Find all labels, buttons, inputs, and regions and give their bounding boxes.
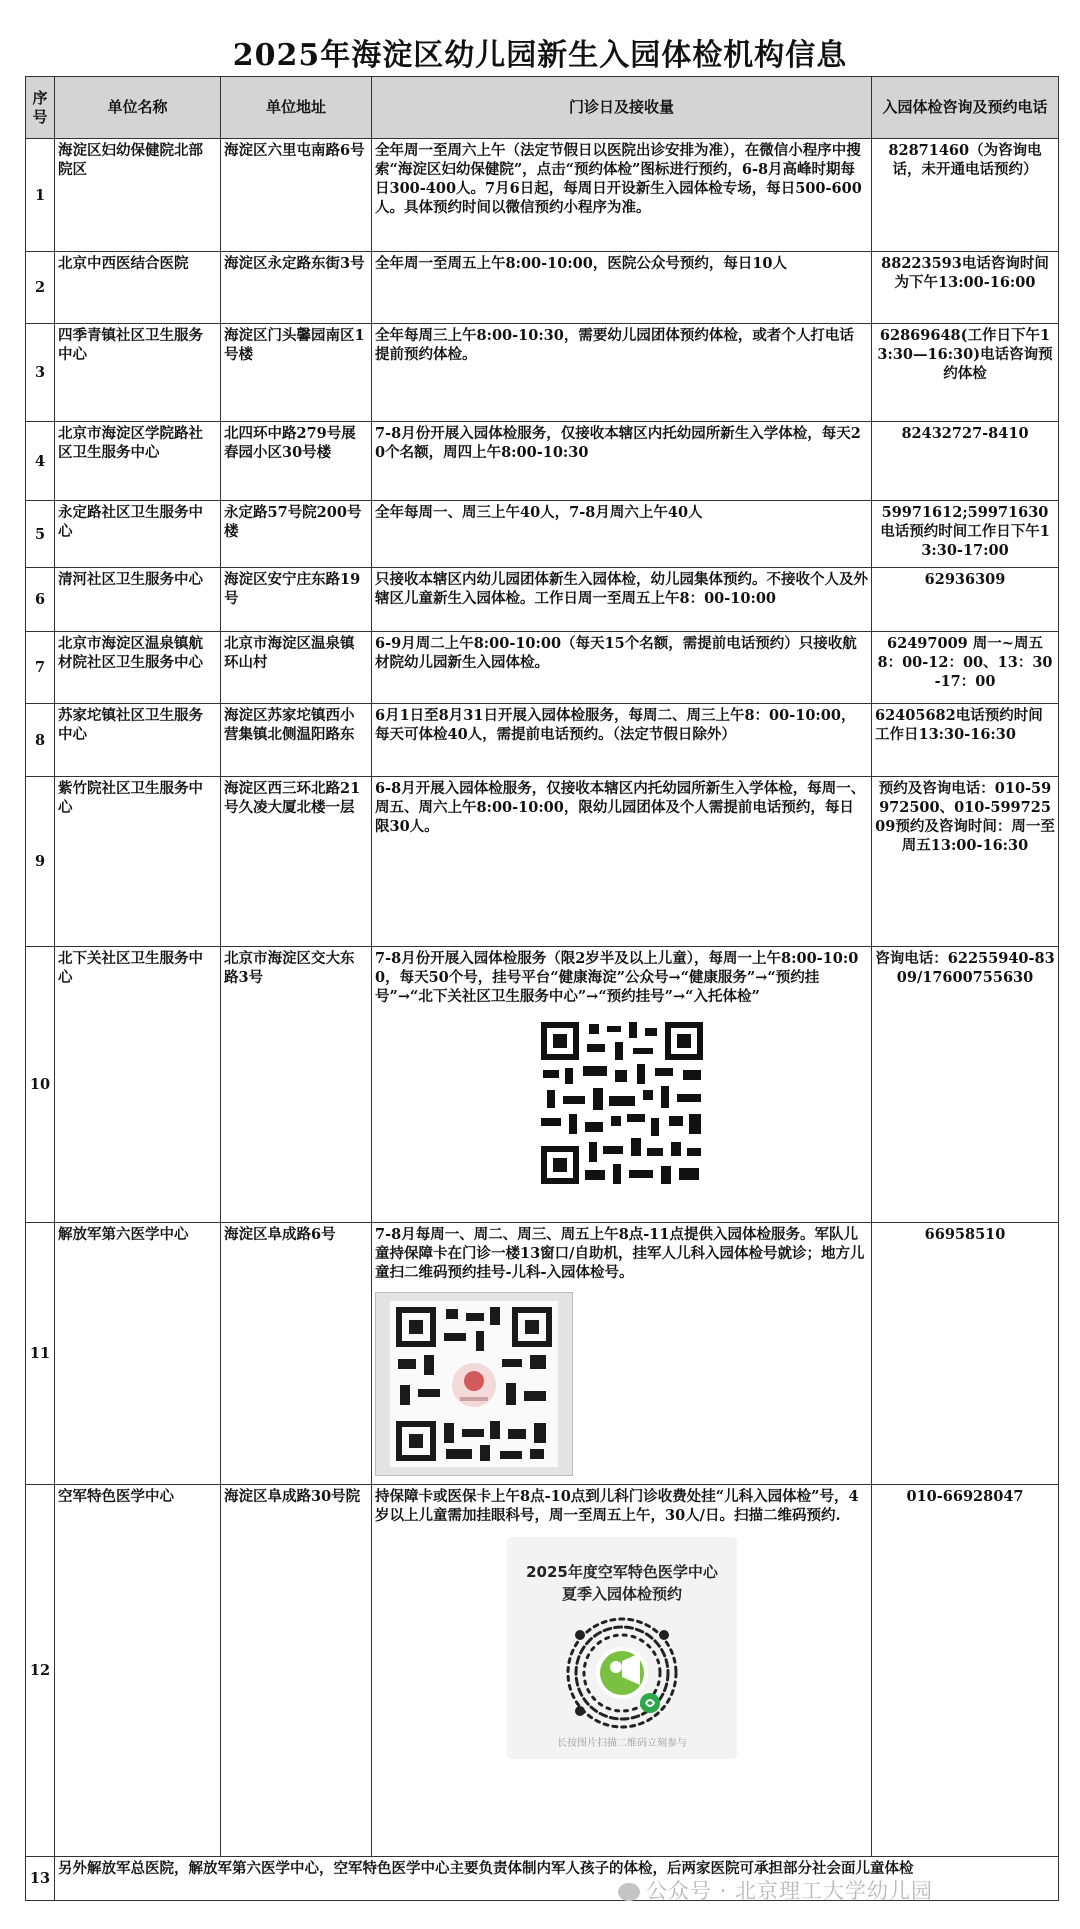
row-name: 北下关社区卫生服务中心 xyxy=(55,947,221,1223)
row-hours: 全年周一至周五上午8:00-10:00，医院公众号预约，每日10人 xyxy=(372,252,872,324)
header-address: 单位地址 xyxy=(221,77,372,139)
table-row xyxy=(26,1485,1059,1857)
row-phone: 预约及咨询电话：010-59972500、010-59972509预约及咨询时间：周一至周五13:00-16:30 xyxy=(872,777,1059,947)
row-name: 紫竹院社区卫生服务中心 xyxy=(55,777,221,947)
row-address: 海淀区苏家坨镇西小营集镇北侧温阳路东 xyxy=(221,704,372,777)
row-phone: 62869648(工作日下午13:30—16:30)电话咨询预约体检 xyxy=(872,324,1059,422)
row-hours: 全年每周一、周三上午40人，7-8月周六上午40人 xyxy=(372,501,872,568)
row-address: 海淀区西三环北路21号久凌大厦北楼一层 xyxy=(221,777,372,947)
row-name: 空军特色医学中心 xyxy=(55,1485,221,1857)
row-num: 4 xyxy=(26,422,55,501)
row-num: 6 xyxy=(26,568,55,632)
row-phone: 88223593电话咨询时间为下午13:00-16:00 xyxy=(872,252,1059,324)
row-phone: 62936309 xyxy=(872,568,1059,632)
qr-card-title-line2: 夏季入园体检预约 xyxy=(561,1585,682,1603)
row-hours-cell xyxy=(372,1223,872,1485)
table-row xyxy=(26,947,1059,1223)
row-hours: 6-9月周二上午8:00-10:00（每天15个名额，需提前电话预约）只接收航材院幼儿园新生入园体检。 xyxy=(372,632,872,704)
row-num: 3 xyxy=(26,324,55,422)
row-address: 海淀区门头馨园南区1号楼 xyxy=(221,324,372,422)
row-hours: 只接收本辖区内幼儿园团体新生入园体检，幼儿园集体预约。不接收个人及外辖区儿童新生入园体检。工作日周一至周五上午8：00-10:00 xyxy=(372,568,872,632)
row-phone: 咨询电话：62255940-8309/17600755630 xyxy=(872,947,1059,1223)
row-num: 1 xyxy=(26,139,55,252)
page-title: 2025年海淀区幼儿园新生入园体检机构信息 xyxy=(232,38,848,73)
row-phone: 82871460（为咨询电话，未开通电话预约） xyxy=(872,139,1059,252)
row-num: 12 xyxy=(26,1485,55,1857)
table-row xyxy=(26,501,1059,568)
table-row xyxy=(26,252,1059,324)
row-hours: 7-8月份开展入园体检服务（限2岁半及以上儿童），每周一上午8:00-10:00，每天50个号，挂号平台“健康海淀”公众号→“健康服务”→“预约挂号”→“北下关社区卫生服务中心”→“预约挂号”→“入托体检” xyxy=(375,950,859,1005)
row-name: 清河社区卫生服务中心 xyxy=(55,568,221,632)
mini-program-qr-card xyxy=(507,1537,737,1759)
row-hours: 7-8月份开展入园体检服务，仅接收本辖区内托幼园所新生入学体检，每天20个名额，周四上午8:00-10:30 xyxy=(372,422,872,501)
table-row xyxy=(26,139,1059,252)
row-name: 海淀区妇幼保健院北部院区 xyxy=(55,139,221,252)
table-header-row xyxy=(26,77,1059,139)
row-num: 10 xyxy=(26,947,55,1223)
table-row xyxy=(26,704,1059,777)
institution-table xyxy=(25,76,1059,1901)
row-phone: 66958510 xyxy=(872,1223,1059,1485)
row-note: 另外解放军总医院，解放军第六医学中心，空军特色医学中心主要负责体制内军人孩子的体检，后两家医院可承担部分社会面儿童体检 xyxy=(55,1857,1059,1901)
table-row xyxy=(26,568,1059,632)
row-address: 海淀区安宁庄东路19号 xyxy=(221,568,372,632)
row-name: 苏家坨镇社区卫生服务中心 xyxy=(55,704,221,777)
qr-card-title-line1: 2025年度空军特色医学中心 xyxy=(526,1563,718,1581)
row-phone: 82432727-8410 xyxy=(872,422,1059,501)
row-name: 北京市海淀区温泉镇航材院社区卫生服务中心 xyxy=(55,632,221,704)
row-address: 北四环中路279号展春园小区30号楼 xyxy=(221,422,372,501)
table-row xyxy=(26,1223,1059,1485)
row-hours: 7-8月每周一、周二、周三、周五上午8点-11点提供入园体检服务。军队儿童持保障卡在门诊一楼13窗口/自助机，挂军人儿科入园体检号就诊；地方儿童扫二维码预约挂号-儿科-入园体检号。 xyxy=(375,1226,865,1281)
row-address: 永定路57号院200号楼 xyxy=(221,501,372,568)
header-hours: 门诊日及接收量 xyxy=(372,77,872,139)
row-num: 11 xyxy=(26,1223,55,1485)
row-phone: 59971612;59971630电话预约时间工作日下午13:30-17:00 xyxy=(872,501,1059,568)
table-row xyxy=(26,422,1059,501)
row-name: 北京中西医结合医院 xyxy=(55,252,221,324)
table-row xyxy=(26,777,1059,947)
qr-card-footer: 长按图片扫描二维码立刻参与 xyxy=(557,1738,687,1749)
row-num: 13 xyxy=(26,1857,55,1901)
row-phone: 62497009 周一~周五8：00-12：00、13：30-17：00 xyxy=(872,632,1059,704)
row-phone: 62405682电话预约时间工作日13:30-16:30 xyxy=(872,704,1059,777)
row-phone: 010-66928047 xyxy=(872,1485,1059,1857)
watermark-text: 公众号 · 北京理工大学幼儿园 xyxy=(646,1879,934,1903)
row-address: 海淀区阜成路6号 xyxy=(221,1223,372,1485)
row-name: 北京市海淀区学院路社区卫生服务中心 xyxy=(55,422,221,501)
row-name: 永定路社区卫生服务中心 xyxy=(55,501,221,568)
qr-code-photo xyxy=(375,1292,573,1476)
row-name: 四季青镇社区卫生服务中心 xyxy=(55,324,221,422)
row-address: 海淀区六里屯南路6号 xyxy=(221,139,372,252)
qr-code-icon xyxy=(376,1293,572,1475)
row-hours: 6月1日至8月31日开展入园体检服务，每周二、周三上午8：00-10:00，每天可体检40人，需提前电话预约。（法定节假日除外） xyxy=(372,704,872,777)
row-hours: 6-8月开展入园体检服务，仅接收本辖区内托幼园所新生入学体检，每周一、周五、周六上午8:00-10:00，限幼儿园团体及个人需提前电话预约，每日限30人。 xyxy=(372,777,872,947)
qr-card-title xyxy=(507,1537,737,1605)
row-hours-cell xyxy=(372,1485,872,1857)
row-address: 海淀区阜成路30号院 xyxy=(221,1485,372,1857)
row-num: 2 xyxy=(26,252,55,324)
table-row xyxy=(26,632,1059,704)
row-num: 8 xyxy=(26,704,55,777)
header-phone: 入园体检咨询及预约电话 xyxy=(872,77,1059,139)
row-hours: 全年周一至周六上午（法定节假日以医院出诊安排为准），在微信小程序中搜索“海淀区妇幼保健院”，点击“预约体检”图标进行预约，6-8月高峰时期每日300-400人。7月6日起，每周日开设新生入园体检专场，每日500-600人。具体预约时间以微信预约小程序为准。 xyxy=(372,139,872,252)
row-hours: 全年每周三上午8:00-10:30，需要幼儿园团体预约体检，或者个人打电话提前预约体检。 xyxy=(372,324,872,422)
header-name: 单位名称 xyxy=(55,77,221,139)
row-num: 7 xyxy=(26,632,55,704)
row-num: 5 xyxy=(26,501,55,568)
row-hours: 持保障卡或医保卡上午8点-10点到儿科门诊收费处挂“儿科入园体检”号，4岁以上儿童需加挂眼科号，周一至周五上午，30人/日。扫描二维码预约. xyxy=(375,1488,859,1524)
row-hours-cell xyxy=(372,947,872,1223)
row-num: 9 xyxy=(26,777,55,947)
row-address: 北京市海淀区温泉镇环山村 xyxy=(221,632,372,704)
watermark xyxy=(618,1875,933,1905)
header-num: 序号 xyxy=(26,77,55,139)
mini-program-code-icon xyxy=(562,1613,682,1733)
row-address: 北京市海淀区交大东路3号 xyxy=(221,947,372,1223)
wechat-icon xyxy=(618,1883,640,1901)
table-row xyxy=(26,324,1059,422)
qr-code-icon xyxy=(537,1018,707,1188)
row-address: 海淀区永定路东街3号 xyxy=(221,252,372,324)
row-name: 解放军第六医学中心 xyxy=(55,1223,221,1485)
